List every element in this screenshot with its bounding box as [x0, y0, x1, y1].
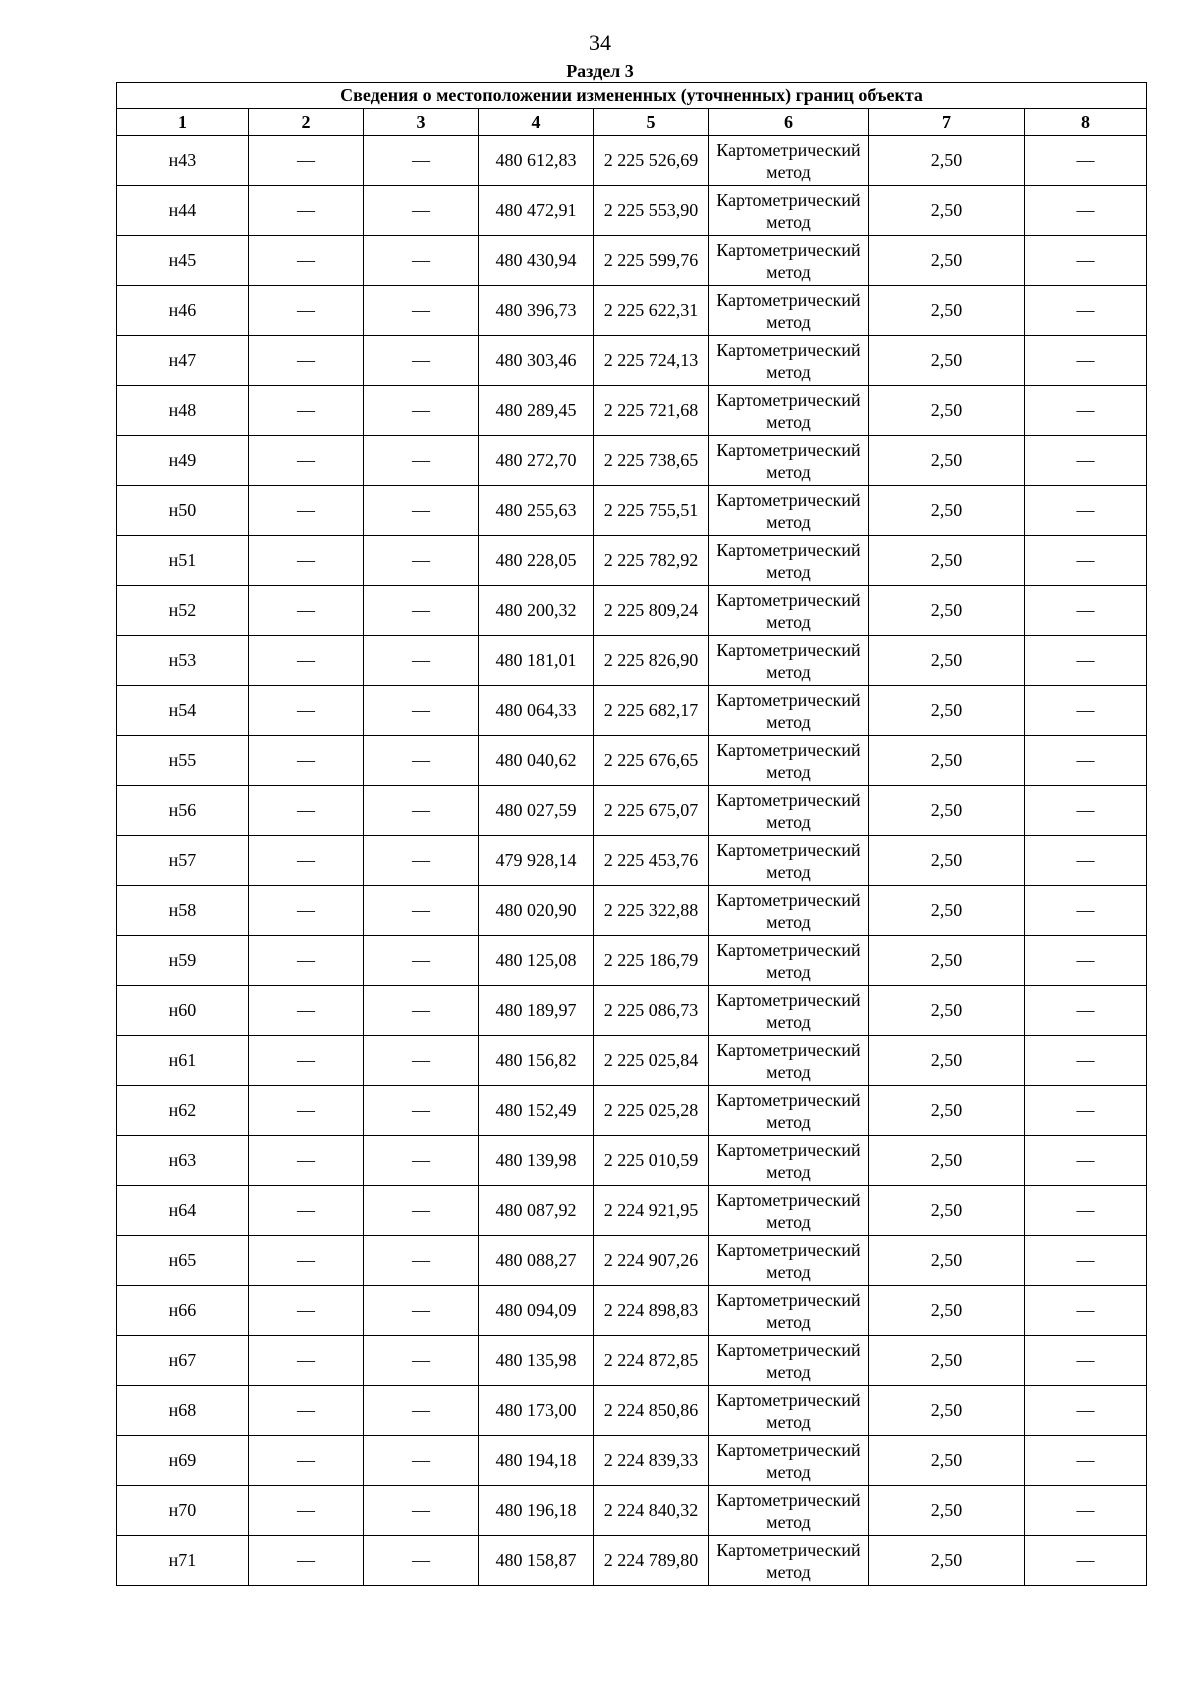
empty-cell-col3: — [364, 586, 479, 636]
precision-cell: 2,50 [869, 286, 1025, 336]
empty-cell-col3: — [364, 236, 479, 286]
y-coordinate-cell: 2 225 826,90 [594, 636, 709, 686]
point-name-cell: н49 [117, 436, 249, 486]
x-coordinate-cell: 480 139,98 [479, 1136, 594, 1186]
table-row [117, 586, 1147, 636]
precision-cell: 2,50 [869, 1236, 1025, 1286]
point-name-cell: н46 [117, 286, 249, 336]
empty-cell-col8: — [1025, 636, 1147, 686]
empty-cell-col3: — [364, 1336, 479, 1386]
method-cell: Картометрический метод [709, 936, 869, 986]
empty-cell-col3: — [364, 186, 479, 236]
point-name-cell: н64 [117, 1186, 249, 1236]
empty-cell-col3: — [364, 986, 479, 1036]
empty-cell-col8: — [1025, 1036, 1147, 1086]
empty-cell-col8: — [1025, 536, 1147, 586]
x-coordinate-cell: 480 152,49 [479, 1086, 594, 1136]
table-row [117, 1536, 1147, 1586]
empty-cell-col2: — [249, 786, 364, 836]
point-name-cell: н57 [117, 836, 249, 886]
precision-cell: 2,50 [869, 1036, 1025, 1086]
method-cell: Картометрический метод [709, 386, 869, 436]
table-body [117, 136, 1147, 1586]
point-name-cell: н45 [117, 236, 249, 286]
x-coordinate-cell: 480 612,83 [479, 136, 594, 186]
precision-cell: 2,50 [869, 1536, 1025, 1586]
empty-cell-col3: — [364, 436, 479, 486]
empty-cell-col2: — [249, 1136, 364, 1186]
empty-cell-col8: — [1025, 1436, 1147, 1486]
table-row [117, 1386, 1147, 1436]
empty-cell-col3: — [364, 1086, 479, 1136]
method-cell: Картометрический метод [709, 1386, 869, 1436]
empty-cell-col3: — [364, 1386, 479, 1436]
empty-cell-col8: — [1025, 436, 1147, 486]
empty-cell-col3: — [364, 536, 479, 586]
method-cell: Картометрический метод [709, 986, 869, 1036]
precision-cell: 2,50 [869, 536, 1025, 586]
precision-cell: 2,50 [869, 1386, 1025, 1436]
column-header: 4 [479, 109, 594, 136]
empty-cell-col8: — [1025, 286, 1147, 336]
empty-cell-col2: — [249, 536, 364, 586]
empty-cell-col8: — [1025, 1086, 1147, 1136]
point-name-cell: н63 [117, 1136, 249, 1186]
empty-cell-col3: — [364, 1436, 479, 1486]
empty-cell-col2: — [249, 886, 364, 936]
x-coordinate-cell: 480 156,82 [479, 1036, 594, 1086]
precision-cell: 2,50 [869, 236, 1025, 286]
x-coordinate-cell: 480 027,59 [479, 786, 594, 836]
method-cell: Картометрический метод [709, 1086, 869, 1136]
y-coordinate-cell: 2 224 789,80 [594, 1536, 709, 1586]
empty-cell-col2: — [249, 236, 364, 286]
empty-cell-col3: — [364, 386, 479, 436]
precision-cell: 2,50 [869, 586, 1025, 636]
empty-cell-col8: — [1025, 786, 1147, 836]
table-row [117, 1436, 1147, 1486]
method-cell: Картометрический метод [709, 286, 869, 336]
empty-cell-col8: — [1025, 1386, 1147, 1436]
method-cell: Картометрический метод [709, 786, 869, 836]
method-cell: Картометрический метод [709, 1336, 869, 1386]
empty-cell-col8: — [1025, 1286, 1147, 1336]
y-coordinate-cell: 2 224 872,85 [594, 1336, 709, 1386]
table-row [117, 236, 1147, 286]
empty-cell-col8: — [1025, 1536, 1147, 1586]
empty-cell-col2: — [249, 1536, 364, 1586]
empty-cell-col2: — [249, 1336, 364, 1386]
x-coordinate-cell: 480 040,62 [479, 736, 594, 786]
table-row [117, 786, 1147, 836]
point-name-cell: н59 [117, 936, 249, 986]
empty-cell-col3: — [364, 1286, 479, 1336]
empty-cell-col3: — [364, 886, 479, 936]
empty-cell-col2: — [249, 136, 364, 186]
empty-cell-col3: — [364, 1186, 479, 1236]
empty-cell-col3: — [364, 936, 479, 986]
precision-cell: 2,50 [869, 686, 1025, 736]
empty-cell-col3: — [364, 486, 479, 536]
y-coordinate-cell: 2 225 322,88 [594, 886, 709, 936]
empty-cell-col8: — [1025, 1486, 1147, 1536]
empty-cell-col2: — [249, 1286, 364, 1336]
section-title: Раздел 3 [566, 61, 634, 81]
empty-cell-col8: — [1025, 736, 1147, 786]
empty-cell-col2: — [249, 586, 364, 636]
x-coordinate-cell: 480 255,63 [479, 486, 594, 536]
method-cell: Картометрический метод [709, 1486, 869, 1536]
table-row [117, 1186, 1147, 1236]
method-cell: Картометрический метод [709, 1036, 869, 1086]
method-cell: Картометрический метод [709, 836, 869, 886]
column-header: 3 [364, 109, 479, 136]
table-row [117, 986, 1147, 1036]
precision-cell: 2,50 [869, 1136, 1025, 1186]
point-name-cell: н60 [117, 986, 249, 1036]
empty-cell-col2: — [249, 736, 364, 786]
table-row [117, 1086, 1147, 1136]
y-coordinate-cell: 2 225 599,76 [594, 236, 709, 286]
y-coordinate-cell: 2 224 850,86 [594, 1386, 709, 1436]
precision-cell: 2,50 [869, 886, 1025, 936]
empty-cell-col2: — [249, 1236, 364, 1286]
table-row [117, 936, 1147, 986]
y-coordinate-cell: 2 225 086,73 [594, 986, 709, 1036]
column-number-row [117, 109, 1147, 136]
empty-cell-col2: — [249, 686, 364, 736]
empty-cell-col8: — [1025, 1136, 1147, 1186]
empty-cell-col2: — [249, 336, 364, 386]
point-name-cell: н71 [117, 1536, 249, 1586]
point-name-cell: н50 [117, 486, 249, 536]
page-number: 34 [589, 30, 611, 55]
empty-cell-col2: — [249, 1486, 364, 1536]
x-coordinate-cell: 480 135,98 [479, 1336, 594, 1386]
empty-cell-col3: — [364, 1486, 479, 1536]
y-coordinate-cell: 2 225 755,51 [594, 486, 709, 536]
method-cell: Картометрический метод [709, 736, 869, 786]
x-coordinate-cell: 480 272,70 [479, 436, 594, 486]
method-cell: Картометрический метод [709, 436, 869, 486]
empty-cell-col2: — [249, 186, 364, 236]
x-coordinate-cell: 480 200,32 [479, 586, 594, 636]
table-row [117, 836, 1147, 886]
table-row [117, 1336, 1147, 1386]
y-coordinate-cell: 2 225 453,76 [594, 836, 709, 886]
point-name-cell: н48 [117, 386, 249, 436]
precision-cell: 2,50 [869, 186, 1025, 236]
method-cell: Картометрический метод [709, 236, 869, 286]
y-coordinate-cell: 2 224 921,95 [594, 1186, 709, 1236]
table-row [117, 486, 1147, 536]
precision-cell: 2,50 [869, 736, 1025, 786]
point-name-cell: н44 [117, 186, 249, 236]
method-cell: Картометрический метод [709, 1536, 869, 1586]
y-coordinate-cell: 2 224 898,83 [594, 1286, 709, 1336]
table-row [117, 1486, 1147, 1536]
precision-cell: 2,50 [869, 1286, 1025, 1336]
empty-cell-col8: — [1025, 936, 1147, 986]
empty-cell-col2: — [249, 436, 364, 486]
point-name-cell: н68 [117, 1386, 249, 1436]
empty-cell-col8: — [1025, 686, 1147, 736]
table-row [117, 186, 1147, 236]
y-coordinate-cell: 2 225 738,65 [594, 436, 709, 486]
y-coordinate-cell: 2 225 025,84 [594, 1036, 709, 1086]
point-name-cell: н43 [117, 136, 249, 186]
precision-cell: 2,50 [869, 1336, 1025, 1386]
empty-cell-col2: — [249, 936, 364, 986]
empty-cell-col2: — [249, 1436, 364, 1486]
method-cell: Картометрический метод [709, 1186, 869, 1236]
precision-cell: 2,50 [869, 936, 1025, 986]
point-name-cell: н54 [117, 686, 249, 736]
y-coordinate-cell: 2 225 676,65 [594, 736, 709, 786]
y-coordinate-cell: 2 225 721,68 [594, 386, 709, 436]
method-cell: Картометрический метод [709, 136, 869, 186]
x-coordinate-cell: 479 928,14 [479, 836, 594, 886]
y-coordinate-cell: 2 225 010,59 [594, 1136, 709, 1186]
empty-cell-col8: — [1025, 136, 1147, 186]
empty-cell-col3: — [364, 836, 479, 886]
point-name-cell: н65 [117, 1236, 249, 1286]
precision-cell: 2,50 [869, 136, 1025, 186]
y-coordinate-cell: 2 225 675,07 [594, 786, 709, 836]
y-coordinate-cell: 2 225 526,69 [594, 136, 709, 186]
table-row [117, 436, 1147, 486]
y-coordinate-cell: 2 225 724,13 [594, 336, 709, 386]
method-cell: Картометрический метод [709, 586, 869, 636]
method-cell: Картометрический метод [709, 486, 869, 536]
column-header: 5 [594, 109, 709, 136]
empty-cell-col8: — [1025, 186, 1147, 236]
empty-cell-col3: — [364, 1036, 479, 1086]
method-cell: Картометрический метод [709, 1436, 869, 1486]
y-coordinate-cell: 2 224 839,33 [594, 1436, 709, 1486]
column-header: 1 [117, 109, 249, 136]
table-row [117, 336, 1147, 386]
empty-cell-col2: — [249, 386, 364, 436]
point-name-cell: н66 [117, 1286, 249, 1336]
empty-cell-col3: — [364, 736, 479, 786]
x-coordinate-cell: 480 181,01 [479, 636, 594, 686]
table-row [117, 1136, 1147, 1186]
empty-cell-col8: — [1025, 1186, 1147, 1236]
point-name-cell: н56 [117, 786, 249, 836]
empty-cell-col2: — [249, 986, 364, 1036]
point-name-cell: н67 [117, 1336, 249, 1386]
method-cell: Картометрический метод [709, 1286, 869, 1336]
y-coordinate-cell: 2 225 782,92 [594, 536, 709, 586]
table-row [117, 686, 1147, 736]
table-row [117, 886, 1147, 936]
x-coordinate-cell: 480 196,18 [479, 1486, 594, 1536]
point-name-cell: н69 [117, 1436, 249, 1486]
x-coordinate-cell: 480 189,97 [479, 986, 594, 1036]
table-row [117, 286, 1147, 336]
y-coordinate-cell: 2 224 840,32 [594, 1486, 709, 1536]
x-coordinate-cell: 480 020,90 [479, 886, 594, 936]
method-cell: Картометрический метод [709, 336, 869, 386]
empty-cell-col2: — [249, 636, 364, 686]
x-coordinate-cell: 480 472,91 [479, 186, 594, 236]
table-caption: Сведения о местоположении измененных (уточненных) границ объекта [117, 83, 1147, 109]
x-coordinate-cell: 480 173,00 [479, 1386, 594, 1436]
x-coordinate-cell: 480 064,33 [479, 686, 594, 736]
empty-cell-col3: — [364, 786, 479, 836]
y-coordinate-cell: 2 224 907,26 [594, 1236, 709, 1286]
point-name-cell: н55 [117, 736, 249, 786]
precision-cell: 2,50 [869, 836, 1025, 886]
empty-cell-col3: — [364, 686, 479, 736]
empty-cell-col8: — [1025, 836, 1147, 886]
y-coordinate-cell: 2 225 186,79 [594, 936, 709, 986]
point-name-cell: н47 [117, 336, 249, 386]
x-coordinate-cell: 480 430,94 [479, 236, 594, 286]
method-cell: Картометрический метод [709, 186, 869, 236]
x-coordinate-cell: 480 094,09 [479, 1286, 594, 1336]
precision-cell: 2,50 [869, 1486, 1025, 1536]
method-cell: Картометрический метод [709, 1136, 869, 1186]
column-header: 8 [1025, 109, 1147, 136]
x-coordinate-cell: 480 289,45 [479, 386, 594, 436]
precision-cell: 2,50 [869, 1436, 1025, 1486]
empty-cell-col2: — [249, 486, 364, 536]
precision-cell: 2,50 [869, 386, 1025, 436]
y-coordinate-cell: 2 225 809,24 [594, 586, 709, 636]
empty-cell-col2: — [249, 1186, 364, 1236]
method-cell: Картометрический метод [709, 886, 869, 936]
x-coordinate-cell: 480 396,73 [479, 286, 594, 336]
x-coordinate-cell: 480 228,05 [479, 536, 594, 586]
empty-cell-col8: — [1025, 886, 1147, 936]
y-coordinate-cell: 2 225 682,17 [594, 686, 709, 736]
table-row [117, 1236, 1147, 1286]
empty-cell-col8: — [1025, 586, 1147, 636]
empty-cell-col3: — [364, 136, 479, 186]
y-coordinate-cell: 2 225 622,31 [594, 286, 709, 336]
empty-cell-col2: — [249, 1036, 364, 1086]
empty-cell-col3: — [364, 1536, 479, 1586]
table-row [117, 386, 1147, 436]
precision-cell: 2,50 [869, 336, 1025, 386]
y-coordinate-cell: 2 225 553,90 [594, 186, 709, 236]
empty-cell-col8: — [1025, 986, 1147, 1036]
empty-cell-col3: — [364, 336, 479, 386]
empty-cell-col3: — [364, 1136, 479, 1186]
x-coordinate-cell: 480 194,18 [479, 1436, 594, 1486]
empty-cell-col3: — [364, 636, 479, 686]
x-coordinate-cell: 480 158,87 [479, 1536, 594, 1586]
empty-cell-col3: — [364, 286, 479, 336]
point-name-cell: н51 [117, 536, 249, 586]
precision-cell: 2,50 [869, 636, 1025, 686]
method-cell: Картометрический метод [709, 636, 869, 686]
empty-cell-col8: — [1025, 1336, 1147, 1386]
point-name-cell: н70 [117, 1486, 249, 1536]
point-name-cell: н62 [117, 1086, 249, 1136]
precision-cell: 2,50 [869, 786, 1025, 836]
empty-cell-col3: — [364, 1236, 479, 1286]
precision-cell: 2,50 [869, 986, 1025, 1036]
x-coordinate-cell: 480 303,46 [479, 336, 594, 386]
table-row [117, 636, 1147, 686]
precision-cell: 2,50 [869, 1186, 1025, 1236]
coordinates-table [116, 82, 1147, 1586]
column-header: 7 [869, 109, 1025, 136]
empty-cell-col2: — [249, 836, 364, 886]
method-cell: Картометрический метод [709, 536, 869, 586]
empty-cell-col8: — [1025, 236, 1147, 286]
empty-cell-col2: — [249, 1086, 364, 1136]
table-row [117, 1286, 1147, 1336]
empty-cell-col2: — [249, 1386, 364, 1436]
empty-cell-col8: — [1025, 1236, 1147, 1286]
table-row [117, 536, 1147, 586]
column-header: 2 [249, 109, 364, 136]
point-name-cell: н53 [117, 636, 249, 686]
empty-cell-col8: — [1025, 486, 1147, 536]
x-coordinate-cell: 480 125,08 [479, 936, 594, 986]
x-coordinate-cell: 480 088,27 [479, 1236, 594, 1286]
x-coordinate-cell: 480 087,92 [479, 1186, 594, 1236]
precision-cell: 2,50 [869, 1086, 1025, 1136]
empty-cell-col8: — [1025, 386, 1147, 436]
table-row [117, 136, 1147, 186]
precision-cell: 2,50 [869, 436, 1025, 486]
method-cell: Картометрический метод [709, 1236, 869, 1286]
point-name-cell: н58 [117, 886, 249, 936]
point-name-cell: н61 [117, 1036, 249, 1086]
empty-cell-col8: — [1025, 336, 1147, 386]
point-name-cell: н52 [117, 586, 249, 636]
empty-cell-col2: — [249, 286, 364, 336]
method-cell: Картометрический метод [709, 686, 869, 736]
y-coordinate-cell: 2 225 025,28 [594, 1086, 709, 1136]
table-row [117, 1036, 1147, 1086]
precision-cell: 2,50 [869, 486, 1025, 536]
table-row [117, 736, 1147, 786]
column-header: 6 [709, 109, 869, 136]
